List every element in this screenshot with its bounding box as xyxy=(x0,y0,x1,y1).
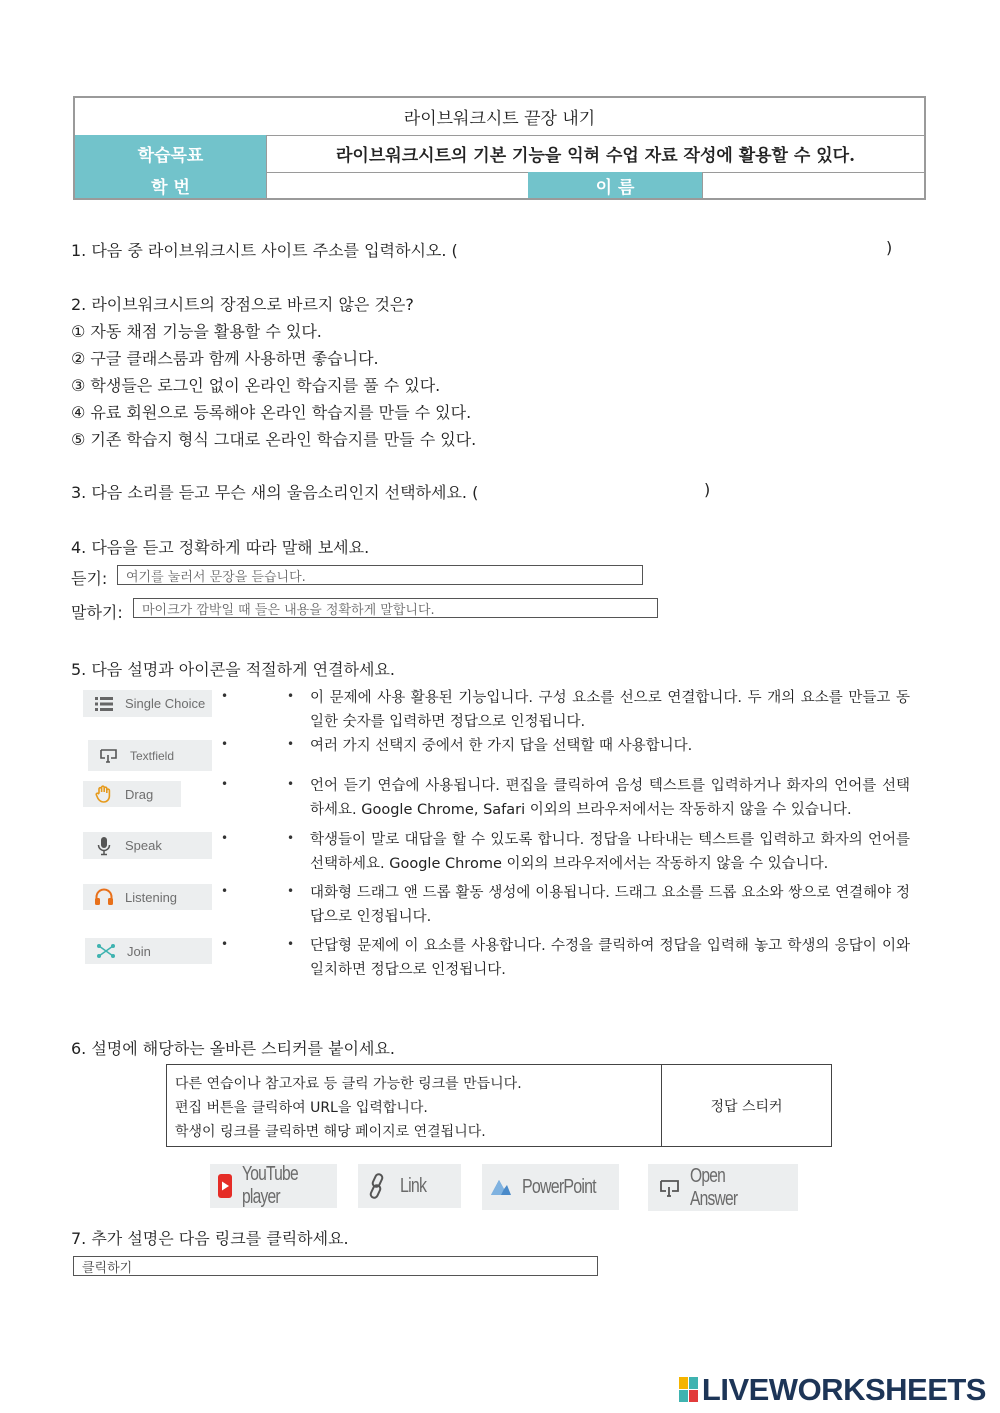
connector-dot-right[interactable]: • xyxy=(287,831,295,845)
microphone-icon xyxy=(93,836,115,856)
connector-dot-left[interactable]: • xyxy=(221,884,229,898)
icon-chip-label: Listening xyxy=(125,889,178,905)
description-line: 편집 버튼을 클릭하여 URL을 입력합니다. xyxy=(175,1100,428,1116)
question-1-answer-field[interactable] xyxy=(478,238,878,258)
icon-chip-single-choice[interactable] xyxy=(83,690,212,717)
connector-dot-right[interactable]: • xyxy=(287,737,295,751)
student-info-row xyxy=(75,172,924,198)
header-table xyxy=(73,96,926,200)
question-3-close-paren: ) xyxy=(704,480,711,499)
goal-label: 학습목표 xyxy=(75,135,266,172)
connector-dot-left[interactable]: • xyxy=(221,777,229,791)
description-line: 다른 연습이나 참고자료 등 클릭 가능한 링크를 만듭니다. xyxy=(175,1076,522,1092)
goal-row xyxy=(75,135,924,173)
connector-dot-left[interactable]: • xyxy=(221,689,229,703)
student-no-field[interactable] xyxy=(266,172,529,198)
sticker-open-answer[interactable] xyxy=(648,1164,798,1211)
option-2[interactable]: ② 구글 클래스룸과 함께 사용하면 좋습니다. xyxy=(71,349,379,368)
description-2: 여러 가지 선택지 중에서 한 가지 답을 선택할 때 사용합니다. xyxy=(310,738,693,754)
icon-chip-textfield[interactable] xyxy=(88,740,212,771)
listen-field[interactable]: 여기를 눌러서 문장을 듣습니다. xyxy=(117,565,643,585)
answer-sticker-drop-zone[interactable]: 정답 스티커 xyxy=(710,1098,783,1115)
sticker-question-box xyxy=(166,1064,832,1147)
sticker-label: Open Answer xyxy=(690,1164,738,1210)
headphones-icon xyxy=(93,888,115,906)
icon-chip-drag[interactable] xyxy=(83,781,181,807)
powerpoint-icon xyxy=(490,1177,512,1197)
sticker-label: YouTube player xyxy=(242,1163,298,1208)
connector-dot-right[interactable]: • xyxy=(287,689,295,703)
join-icon xyxy=(95,943,117,959)
name-label: 이 름 xyxy=(528,172,702,198)
icon-chip-speak[interactable] xyxy=(83,832,212,859)
connector-dot-right[interactable]: • xyxy=(287,884,295,898)
option-1[interactable]: ① 자동 채점 기능을 활용할 수 있다. xyxy=(71,322,322,341)
option-3[interactable]: ③ 학생들은 로그인 없이 온라인 학습지를 풀 수 있다. xyxy=(71,376,441,395)
connector-dot-left[interactable]: • xyxy=(221,831,229,845)
textfield-icon xyxy=(660,1179,680,1197)
link-icon xyxy=(368,1173,386,1199)
list-icon xyxy=(93,696,115,712)
name-field[interactable] xyxy=(702,172,924,198)
logo-text: LIVEWORKSHEETS xyxy=(701,1372,986,1407)
question-6: 6. 설명에 해당하는 올바른 스티커를 붙이세요. xyxy=(71,1039,395,1058)
icon-chip-label: Single Choice xyxy=(125,696,206,711)
sticker-label: Link xyxy=(400,1174,427,1197)
link-field[interactable]: 클릭하기 xyxy=(73,1256,598,1276)
sticker-link[interactable] xyxy=(358,1164,461,1208)
question-7: 7. 추가 설명은 다음 링크를 클릭하세요. xyxy=(71,1229,349,1248)
connector-dot-left[interactable]: • xyxy=(221,737,229,751)
icon-chip-join[interactable] xyxy=(85,938,212,964)
question-3: 3. 다음 소리를 듣고 무슨 새의 울음소리인지 선택하세요. ( xyxy=(71,483,479,502)
worksheet-title: 라이브워크시트 끝장 내기 xyxy=(403,109,596,129)
youtube-icon xyxy=(218,1174,232,1198)
listen-label: 듣기: xyxy=(71,569,108,588)
icon-chip-label: Join xyxy=(127,943,151,959)
speak-field[interactable]: 마이크가 깜박일 때 들은 내용을 정확하게 말합니다. xyxy=(133,598,658,618)
sticker-powerpoint[interactable] xyxy=(482,1164,619,1210)
description-5: 대화형 드래그 앤 드롭 활동 생성에 이용됩니다. 드래그 요소를 드롭 요소와 쌍으로 연결해야 정답으로 인정됩니다. xyxy=(310,885,910,925)
question-3-answer-field[interactable] xyxy=(505,480,695,500)
icon-chip-label: Textfield xyxy=(130,748,175,763)
description-1: 이 문제에 사용 활용된 기능입니다. 구성 요소를 선으로 연결합니다. 두 개의 요소를 만들고 동일한 숫자를 입력하면 정답으로 인정됩니다. xyxy=(310,690,910,730)
speak-label: 말하기: xyxy=(71,603,123,622)
hand-icon xyxy=(93,784,115,804)
description-4: 학생들이 말로 대답을 할 수 있도록 합니다. 정답을 나타내는 텍스트를 입력하고 화자의 언어를 선택하세요. Google Chrome 이외의 브라우저에서는 작동하지 않을 수 있습니다. xyxy=(310,832,910,872)
description-line: 학생이 링크를 클릭하면 해당 페이지로 연결됩니다. xyxy=(175,1124,486,1140)
connector-dot-left[interactable]: • xyxy=(221,937,229,951)
question-5: 5. 다음 설명과 아이콘을 적절하게 연결하세요. xyxy=(71,660,395,679)
live-badge-icon xyxy=(679,1377,699,1403)
textfield-icon xyxy=(98,749,120,763)
icon-chip-listening[interactable] xyxy=(83,884,212,910)
description-3: 언어 듣기 연습에 사용됩니다. 편집을 클릭하여 음성 텍스트를 입력하거나 화자의 언어를 선택하세요. Google Chrome, Safari 이외의 브라우저에서는 작동하지 않을 수 있습니다. xyxy=(310,778,910,818)
sticker-description xyxy=(175,1072,522,1144)
student-no-label: 학 번 xyxy=(75,172,266,198)
sticker-label: PowerPoint xyxy=(522,1175,596,1198)
connector-dot-right[interactable]: • xyxy=(287,937,295,951)
icon-chip-label: Drag xyxy=(125,786,154,802)
liveworksheets-logo xyxy=(679,1372,986,1408)
question-1: 1. 다음 중 라이브워크시트 사이트 주소를 입력하시오. ( xyxy=(71,241,458,260)
question-4: 4. 다음을 듣고 정확하게 따라 말해 보세요. xyxy=(71,538,370,557)
question-2: 2. 라이브워크시트의 장점으로 바르지 않은 것은? xyxy=(71,295,414,314)
header-title-row xyxy=(75,98,924,136)
question-1-close-paren: ) xyxy=(886,238,893,257)
goal-text: 라이브워크시트의 기본 기능을 익혀 수업 자료 작성에 활용할 수 있다. xyxy=(266,135,924,172)
connector-dot-right[interactable]: • xyxy=(287,777,295,791)
description-6: 단답형 문제에 이 요소를 사용합니다. 수정을 클릭하여 정답을 입력해 놓고 학생의 응답이 이와 일치하면 정답으로 인정됩니다. xyxy=(310,938,910,978)
icon-chip-label: Speak xyxy=(125,838,162,853)
option-4[interactable]: ④ 유료 회원으로 등록해야 온라인 학습지를 만들 수 있다. xyxy=(71,403,472,422)
sticker-youtube-player[interactable] xyxy=(210,1164,337,1208)
option-5[interactable]: ⑤ 기존 학습지 형식 그대로 온라인 학습지를 만들 수 있다. xyxy=(71,430,477,449)
